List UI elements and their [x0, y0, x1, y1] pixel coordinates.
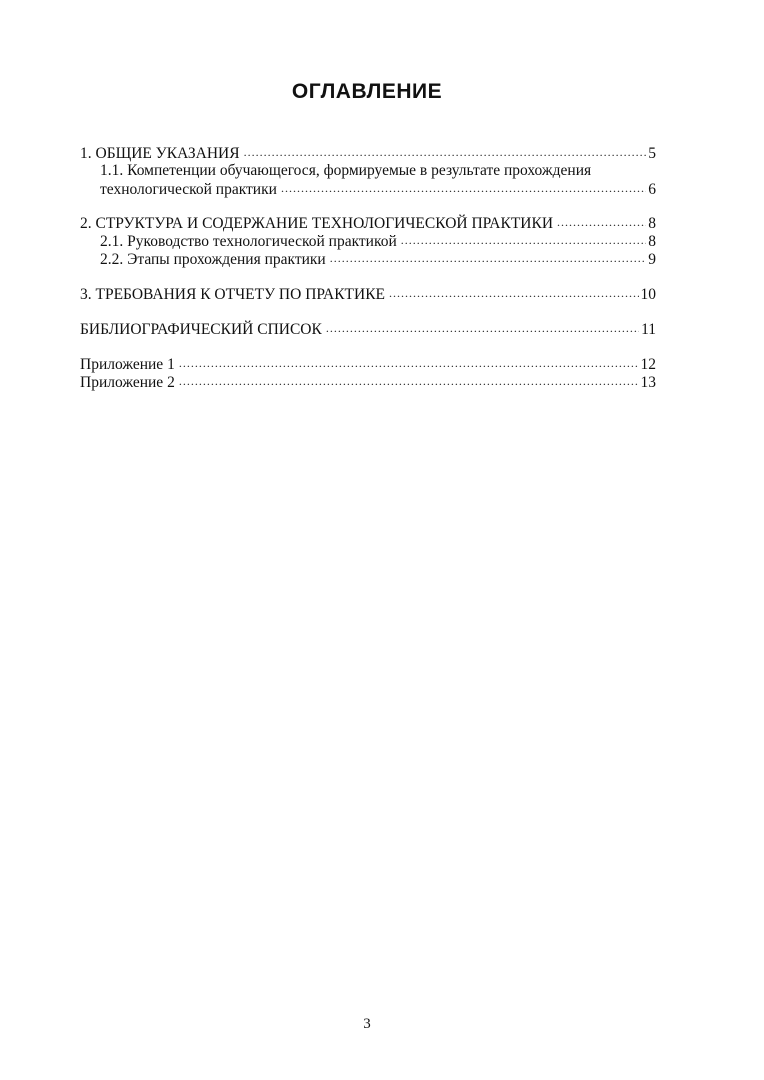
- toc-entry-appendix-2[interactable]: [80, 373, 656, 392]
- toc-entry-1[interactable]: [80, 144, 656, 163]
- toc-entry-text: 3. ТРЕБОВАНИЯ К ОТЧЕТУ ПО ПРАКТИКЕ: [80, 286, 386, 303]
- toc-entry-page: 10: [640, 286, 656, 303]
- toc-entry-1-1[interactable]: [100, 180, 656, 199]
- toc-entry-text: Приложение 2: [80, 374, 175, 391]
- toc-entry-text: Приложение 1: [80, 356, 175, 373]
- toc-leader-dots: [326, 320, 639, 334]
- toc-entry-page: 8: [648, 215, 656, 232]
- page-number: 3: [363, 1016, 371, 1032]
- toc-entry-page: 5: [648, 145, 656, 162]
- toc-leader-dots: [389, 285, 638, 299]
- toc-leader-dots: [244, 144, 647, 158]
- toc-entry-2-2[interactable]: [100, 250, 656, 269]
- page-title: ОГЛАВЛЕНИЕ: [291, 80, 443, 103]
- toc-entry-2-1[interactable]: [100, 232, 656, 251]
- toc-entry-text: 2. СТРУКТУРА И СОДЕРЖАНИЕ ТЕХНОЛОГИЧЕСКОЙ ПРАКТИКИ: [80, 215, 554, 232]
- toc-entry-page: 6: [648, 181, 656, 198]
- toc-leader-dots: [557, 214, 646, 228]
- toc-entry-page: 11: [641, 321, 656, 338]
- toc-entry-page: 13: [640, 374, 656, 391]
- toc-entry-text: технологической практики: [100, 181, 277, 198]
- toc-entry-1-1-line1[interactable]: 1.1. Компетенции обучающегося, формируемые в результате прохождения: [100, 162, 592, 179]
- toc-entry-page: 12: [640, 356, 656, 373]
- toc-entry-text: 2.2. Этапы прохождения практики: [100, 251, 326, 268]
- toc-leader-dots: [179, 355, 639, 369]
- toc-entry-bibliography[interactable]: [80, 320, 656, 339]
- toc-entry-2[interactable]: [80, 214, 656, 233]
- toc-entry-text: БИБЛИОГРАФИЧЕСКИЙ СПИСОК: [80, 321, 322, 338]
- toc-leader-dots: [330, 250, 647, 264]
- toc-leader-dots: [179, 373, 639, 387]
- toc-entry-page: 9: [648, 251, 656, 268]
- toc-entry-appendix-1[interactable]: [80, 355, 656, 374]
- toc-entry-page: 8: [648, 233, 656, 250]
- toc-entry-text: 1. ОБЩИЕ УКАЗАНИЯ: [80, 145, 240, 162]
- toc-entry-3[interactable]: [80, 285, 656, 304]
- toc-entry-text: 2.1. Руководство технологической практикой: [100, 233, 397, 250]
- toc-leader-dots: [401, 232, 646, 246]
- toc-leader-dots: [281, 180, 646, 194]
